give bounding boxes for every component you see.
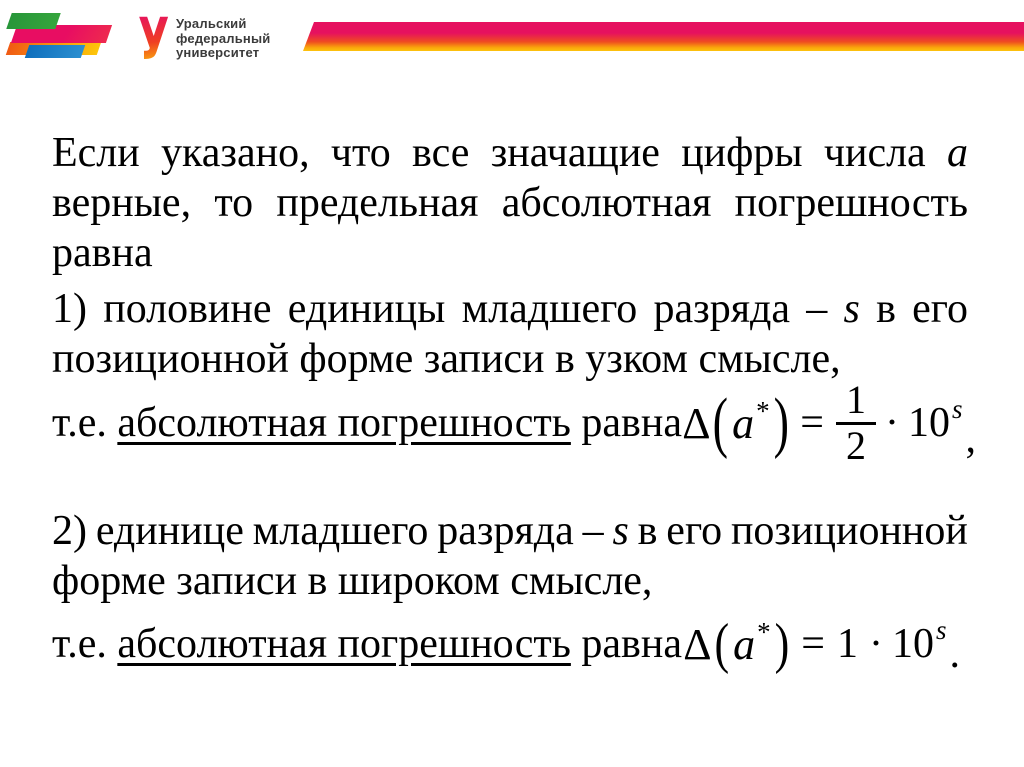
right-paren: ): [774, 612, 790, 675]
paragraph-item-1: [52, 284, 968, 384]
word: форме записи в широком смысле,: [52, 558, 653, 604]
text-line: [52, 556, 968, 606]
logo-bar-green-icon: [6, 13, 61, 29]
word: младшего: [252, 508, 429, 554]
equals-sign: =: [800, 400, 824, 446]
variable-a-star: a*: [733, 616, 771, 669]
university-name: [176, 17, 270, 61]
word: разряда: [437, 508, 574, 554]
right-paren: ): [773, 384, 789, 461]
text-line: [52, 128, 968, 178]
university-name-line: университет: [176, 45, 260, 61]
note-row-2: [52, 612, 968, 676]
word: т.е.: [52, 400, 107, 446]
word: равна: [52, 230, 153, 276]
formula-unit-error: [683, 612, 960, 677]
word: погрешность: [734, 180, 968, 226]
fraction-one-half: $\frac{1}{2}$: [836, 380, 876, 467]
note-text: [52, 398, 682, 448]
word: что: [330, 130, 391, 176]
urfu-u-logo-icon: У: [138, 5, 170, 73]
word: цифры: [681, 130, 803, 176]
word: равна: [581, 400, 682, 446]
word: предельная: [276, 180, 479, 226]
word: числа: [823, 130, 926, 176]
word: единице: [95, 508, 244, 554]
note-row-1: [52, 376, 976, 468]
word: его: [912, 286, 968, 332]
punctuation: .: [949, 631, 960, 677]
punctuation: ,: [965, 416, 976, 462]
coefficient-one: 1: [836, 621, 858, 667]
paragraph-intro: [52, 128, 968, 278]
word: Если: [52, 130, 140, 176]
power-ten-s: 10$^s$: [907, 394, 963, 446]
text-line: [52, 506, 968, 556]
word: т.е.: [52, 621, 107, 667]
word: –: [582, 508, 604, 554]
math-variable-s: s: [612, 508, 629, 554]
word: единицы: [287, 286, 446, 332]
underlined-phrase: абсолютная погрешность: [117, 621, 571, 667]
variable-a-star: a*: [732, 395, 770, 448]
university-name-line: федеральный: [176, 30, 271, 46]
delta-symbol: Δ: [683, 619, 712, 669]
word: младшего: [461, 286, 638, 332]
word: позиционной: [730, 508, 968, 554]
text-line: [52, 284, 968, 334]
multiply-dot: ·: [884, 400, 899, 446]
word: все: [412, 130, 470, 176]
word: верные,: [52, 180, 192, 226]
math-variable-a: a: [946, 130, 968, 176]
word: половине: [103, 286, 272, 332]
left-paren: (: [714, 612, 730, 675]
word: равна: [581, 621, 682, 667]
equals-sign: =: [801, 621, 825, 667]
formula-half-unit-error: [682, 376, 976, 468]
word: его: [666, 508, 723, 554]
delta-symbol: Δ: [682, 398, 711, 448]
power-ten-s: 10$^s$: [891, 615, 947, 667]
logo-bar-blue-icon: [25, 45, 85, 58]
text-line: [52, 334, 968, 384]
word: в: [876, 286, 896, 332]
word: то: [214, 180, 254, 226]
math-variable-s: s: [843, 286, 860, 332]
text-line: [52, 228, 968, 278]
word: 2): [52, 508, 87, 554]
word: значащие: [490, 130, 660, 176]
note-text: [52, 619, 682, 669]
multiply-dot: ·: [868, 621, 883, 667]
paragraph-item-2: [52, 506, 968, 606]
word: абсолютная: [501, 180, 712, 226]
text-line: [52, 178, 968, 228]
word: указано,: [160, 130, 310, 176]
word: –: [806, 286, 828, 332]
word: в: [637, 508, 658, 554]
word: позиционной форме записи в узком смысле,: [52, 336, 841, 382]
left-paren: (: [713, 384, 729, 461]
word: 1): [52, 286, 87, 332]
underlined-phrase: абсолютная погрешность: [117, 400, 571, 446]
word: разряда: [653, 286, 791, 332]
university-name-line: Уральский: [176, 16, 247, 31]
